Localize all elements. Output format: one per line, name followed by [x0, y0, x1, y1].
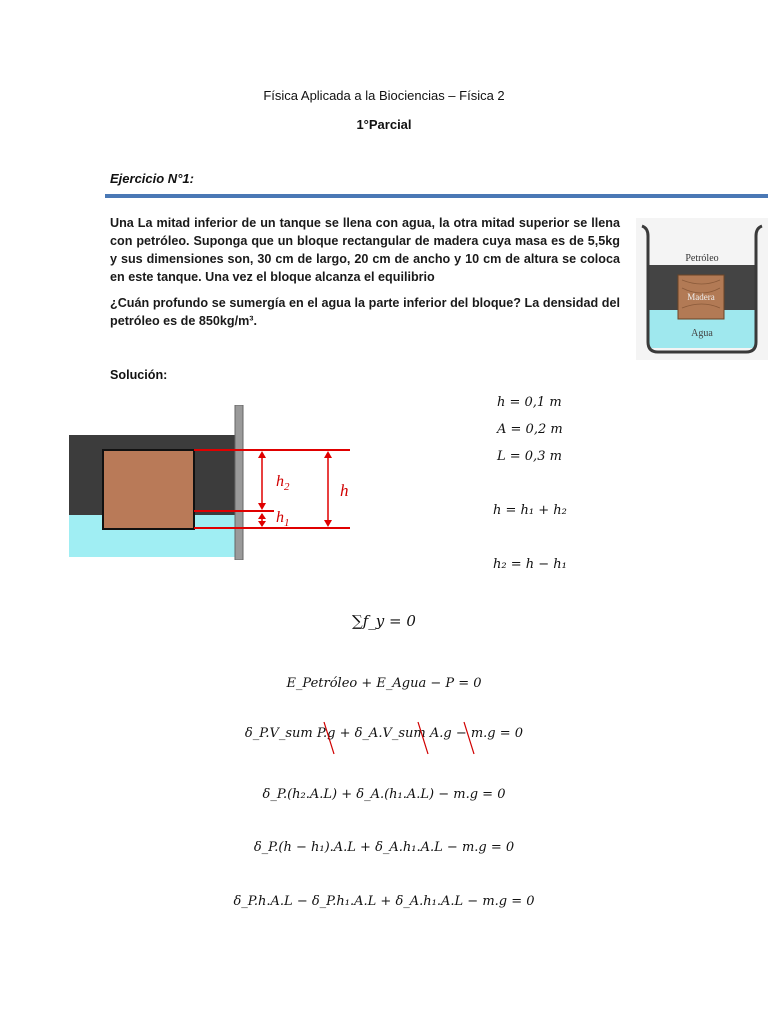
equation-sum-forces: ∑f_y = 0 [352, 612, 416, 630]
relation-h-sum: h = h₁ + h₂ [493, 503, 567, 518]
equation-substituted-volumes: δ_P.(h₂.A.L) + δ_A.(h₁.A.L) − m.g = 0 [262, 787, 506, 802]
tank-wall [235, 405, 243, 560]
diagram-wood-block [103, 450, 194, 529]
document-title: Física Aplicada a la Biociencias – Física 2 [263, 88, 505, 103]
problem-paragraph-2: ¿Cuán profundo se sumergía en el agua la parte inferior del bloque? La densidad del petróleo es de 850kg/m³. [110, 296, 620, 328]
equation-volume-balance: δ_P.V_sum P.g + δ_A.V_sum A.g − m.g = 0 [244, 726, 524, 741]
exercise-heading: Ejercicio N°1: [110, 171, 194, 186]
beaker-oil-label: Petróleo [685, 253, 719, 264]
equation-buoyancy-balance: E_Petróleo + E_Agua − P = 0 [286, 676, 482, 691]
given-l: L = 0,3 m [497, 449, 562, 464]
heading-rule [105, 194, 768, 198]
given-h: h = 0,1 m [497, 395, 562, 410]
equation-substituted-h2: δ_P.(h − h₁).A.L + δ_A.h₁.A.L − m.g = 0 [253, 840, 515, 855]
solution-heading: Solución: [110, 368, 168, 382]
beaker-water-label: Agua [691, 328, 713, 339]
equation-expanded: δ_P.h.A.L − δ_P.h₁.A.L + δ_A.h₁.A.L − m.g = 0 [233, 894, 535, 909]
label-h2: $h_2$ [276, 473, 290, 493]
beaker-illustration [636, 218, 768, 360]
tank-diagram [69, 405, 359, 560]
cancel-strokes [0, 716, 768, 760]
problem-paragraph-1: Una La mitad inferior de un tanque se llena con agua, la otra mitad superior se llena con petróleo. Suponga que un bloque rectangular de madera cuya masa es de 5,5kg y sus dimensiones son, 30 cm de largo, 20 cm de ancho y 10 cm de altura se coloca en este tanque. Una vez el bloque alcanza el equilibrio [110, 216, 620, 284]
relation-h2: h₂ = h − h₁ [493, 557, 567, 572]
beaker-wood-label: Madera [687, 292, 715, 302]
label-h1: $h_1$ [276, 509, 290, 529]
label-h: h [340, 481, 349, 500]
document-subtitle: 1°Parcial [356, 117, 412, 132]
given-a: A = 0,2 m [497, 422, 563, 437]
